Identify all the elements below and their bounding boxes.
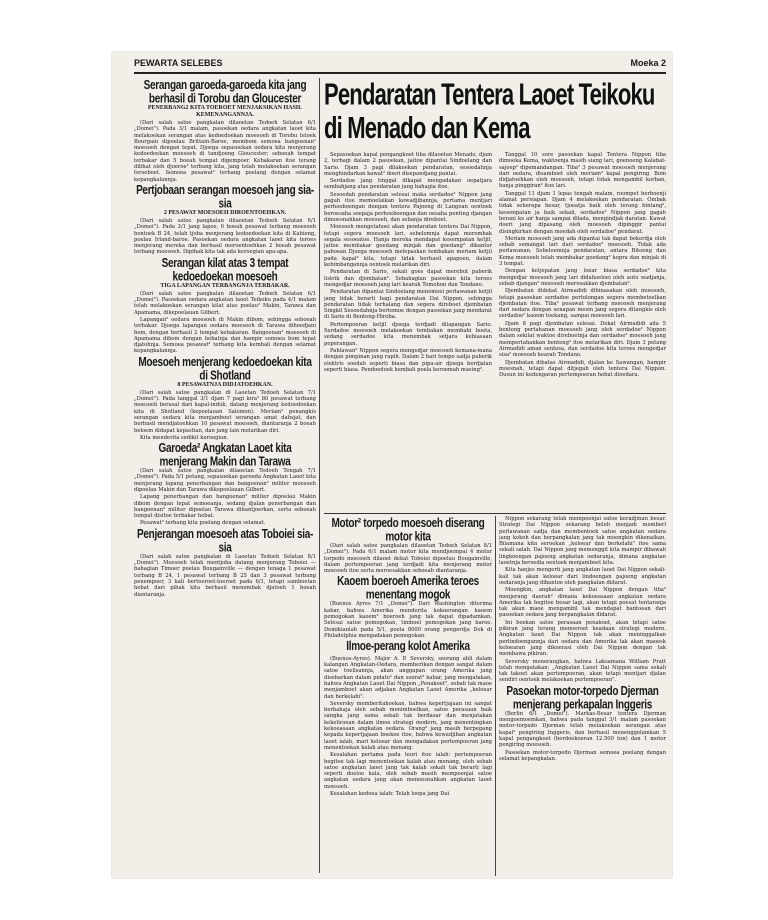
article-paragraph: (Dari salah satoe pangkalan di Laoetan Tedoeh Selatan 7/1 „Domei"). Pada tanggal 3/1 djam 7 pagi kira² 80 pesawat terbang moesoeh berasal dari kapal-induk, datang menjerang kedoedoekan kita di Shotland (kepoelauan Salomon). Meriam² penangkis serangan oedara kita menjamboet serangan amat dahsjat, dan berhasil mendjatoehkan 10 pesawat moesoeh, diantaranja 2 boeah beloem didapat kepastian, dan jang lain melarikan diri. [134,389,316,434]
article-paragraph: Ini boekan satoe perasaan penakoet, akan tetapi satoe pikiran jang terang menoeroet keadaan strategi modern. Angkatan laoet Dai Nippon tak akan meninggalkan perlindoengannja dari oedara dan Amerika tak akan maoesk keloearan jang dikoerasi oleh Dai Nippon dengan tak membawa pikiran. [499,619,666,658]
main-article-paragraph: Djam 8 pagi djembatan selesai. Dekat Airmadidi ada 5 benteng pertahanan moesoeh jang oleh serdadoe² Nippon dalam sekilat waktoe direboetnja dan serdadoe² moesoeh jang mempertahankan benteng² itoe melarikan diri. Djam 3 petang Airmadidi aman sentosa, dan serdadoe kita teroes mengedjar sisa² moesoeh kearah Tondano. [499,320,666,359]
article-paragraph: Kita menderita sedikit keroegian. [140,434,229,441]
main-article-paragraph: Pendaratan dipantai Sindoelang menemoei perlawanan ketjil jang tidak berarti bagi pendaratan Dai Nippon, sehingga pendaratan tidak terhalang dan segera direboet djembatan Singkil Sesoedahnja bertemoe dengan pasoekan jang mendarat di Sario di Benteng-Hiroba. [324,289,492,321]
column-1 [134,78,320,873]
main-article-paragraph: Pertempoeran ketjil djoega terdjadi dilapangan Sario. Serdadoe moesoeh melakoekan tembakan membabi boeta, sedang serdadoe kita menembak setjara kebiasaan peperangan. [324,321,492,347]
article-paragraph: Pasoekan motor-torpedo Djerman semoea poelang dengan selamat kepangkalan. [499,749,666,762]
main-article-paragraph: Tanggal 10 sore pasoekan kapal Tentera Nippon tiba dimoeka Kema, waktoenja masih siang lari, goenoeng Kalabat-sajoep² dipemandangan. Tiba² 3 pesawat moesoeh menjerang dari oedara, disamboet oleh meriam² kapal pengiring. Bom didjatoehkan oleh moesoeh, tetapi tidak mengambil korban, hanja pinggiran² itoe lari. [499,152,666,190]
article-paragraph: (Dari salah satoe pangkalan dilaoetan Tedoeh Tengah 7/1 „Domei"). Pada 5/1 petang, sepasoekan garoeda Angkatan Laoet kita menjerang lapang penerbangan dan bangoenan² militer moesoeh dipoelau Makin dan Tarawa dikepoelauan Gilbert. [134,468,316,493]
article-paragraph: Nippon sekarang telah mempoenjai satoe keradjinan besar. Strategi Dai Nippon sekarang boleh menjadi memberi perlawanan sadja dan membentoek satoe angkatan oedara jang kokoh dan berpangkalan jang tak moengkin dikenaikan. Bilamana kita seroekan „keloear dan berkelahi" itoe sama sekali salah. Dai Nippon jang memenggil kita mampir dibawah lingkoengan pajoeng angkatan oedaranja, dimana angkatan laoetnja bersedia oentoek menjamboet kita. [499,516,666,567]
article-headline: Serangan garoeda-garoeda kita jang berhasil di Torobu dan Gloucester [143,78,307,106]
main-article-paragraph: Sepasoekan kapal pengangkoet tiba dilaoetan Menado, djam 2, terbagi dalam 2 pasoekan, jaitoe dipantai Sindoelang dan Sario. Djam 3 pagi dilakoekan pendaratan, sesoedahnja menghindarkan kawat² doeri disepandjang pantai. [324,152,492,177]
article-subhead: TIGA LAPANGAN TERBANGNJA TERBAKAR. [160,282,290,289]
article-headline: Ilmoe-perang kolot Amerika [346,640,470,654]
article-headline: Kaoem boeroeh Amerika teroes menentang mogok [337,575,479,603]
main-article-paragraph: Dengan ketjepatan jang loear biasa serdadoe² kita mengedjar moesoeh jang lari didahoeloei oleh auto wadjanja, sebab djangan² moesoeh merosakkan djembatan². [499,268,666,287]
main-headline: Pendaratan Tentera Laoet Teikoku di Menado dan Kema [324,76,655,146]
main-article-paragraph: Pahlawan² Nippon segera mengedjar moesoeh kemana-mana dengan pimpinan jang rapih. Dalam 2 hari tempo sadja paberik elektris soedah seperti biasa dan pipa-air djoega berdjalan seperti biasa. Pendoedoek kembali poela keroemah masing². [324,347,492,373]
article-torobu [134,80,316,183]
main-article-paragraph: Meriam moesoeh jang ada dipantai tak dapat bekerdja oleh sebab semangat lari dari serdadoe² moesoeh. Tidak ada perlawanan. Sebeloemnja pendaratan, antara Bitoeng dan Kema moesoeh telah membakar goedang² kopra dan minjak di 3 tempat. [499,235,666,268]
article-paragraph: Seversky menerangkan, bahwa Laksamana William Pratt telah mengatakan: „Angkatan Laoet Dai Nippon sama sekali tak takoet akan pertempoeran, akan tetapi mentjari djalan sendiri oentoek melakoekan pertempoeran". [499,658,666,684]
article-paragraph: Kita hanjes mengerti jang angkatan laoet Dai Nippon sekali-kali tak akan keloear dari lindoengan pajoeng angkatan oedaranja jang dibantoe oleh pangkalan didarat. [499,567,666,586]
article-paragraph: (Dari salah satoe pangkalan dilaoetan Tedoeh Selatan 6/1 „Domei"). Pada 3/1 malam, pasoekan oedara angkatan laoet kita melakoekan serangan atas kedoedoekan moesoeh di Torobu teloek Bourgain dipoelau Brittain-Baroe, membom semoea bangoenan² moesoeh dengan tepat. Djoega sepasoekan oedara kita menjerang kedoedoekan moesoeh di tandjoeng Gloucester; seboeah tempat terbakar dan 5 boeah tempat digempoer. Kebakaran itoe terang dilihat oleh djoeroe² terbang kita, jang telah melakoekan serangan terseboet. Semoea pesawat² terbang poelang dengan selamat kepangkalannja. [134,120,316,183]
article-toboiei [134,529,316,598]
column-4 [324,516,496,876]
article-subhead: 8 PESAWATNJA DIDJATOEHKAN. [177,381,273,388]
article-paragraph: Kesalahan pertama pada teori itoe ialah: pertempoeran begitoe tak lagi menentoekan kalah atau menang, oleh sebab satoe angkatan laoet jang tak kalah sekali tak berarti lagi seperti doeloe kala, oleh sebab masih mempoenjai satoe angkatan oedara jang akan menoesnahkan angkatan laoet moesoeh. [324,752,492,790]
article-headline: Pertjobaan serangan moesoeh jang sia-sia [136,183,314,211]
column-2 [324,152,492,510]
article-paragraph: Seversky memberitahoekan, bahwa kepertjajaan ini sangat berbahaja oleh sebab menimboelkan, satoe perasaan baik sangka jang sama sekali tak berdasar dan menjatakan kekeliroean dalam ilmoe strategi modern, jang menentingkan kekoeasaan angkatan oedara. Orang² jang masih berpegang kepada kepertjajaan boekoe itoe, bahwa kewadjiban angkatan laoet ialah, mari keloear dan mengadakan pertempoeran jang menentoekan kalah atau menang. [324,700,492,751]
article-paragraph: Lapangan² oedara moesoeh di Makin dibom, sehingga seboeah terbakar. Djoega lapangan oedara moesoeh di Tarawa dihoedjani bom, dengan berhasil 2 tempat kebakaran. Bangoenan² moesoeh di Apamama dibom dengan hebatnja dan hampir semoea bom tepat djatohnja. Semoea pesawat² terbang kita kembali dengan selamat kepangkalannja. [134,316,316,355]
article-subhead: 2 PESAWAT MOESOEH DIROENTOEHKAN. [163,209,287,216]
article-paragraph: Kesalahan kedoea ialah: Telah loepa jang Dai [330,791,450,797]
main-article-paragraph: Sesoedah pendaratan selesai maka serdadoe² Nippon jang gagah itoe memoelaikan kewadjibannja, pertama mentjari perhoeboengan dengan tentera Pajoeng di Langoan oentoek beroesaha soepaja perhoeboengan dan oesaha penting djangan dimoesnahkan moesoeh, dan sebanja direboet. [324,191,492,223]
article-headline: Pasoekan motor-torpedo Djerman menjerang perkapalan Inggeris [506,684,659,712]
article-headline: Garoeda² Angkatan Laoet kita menjerang Makin dan Tarawa [158,441,292,469]
article-mogok [324,576,492,639]
column-5 [499,516,666,876]
article-paragraph: (Dari salah satoe pangkalan dilaoetan Tedoeh Selatan 8/1 „Domei"). Pada 6/1 malam motor kita mendjoempai 4 motor torpedo moesoeh dilaoet dekat Toboiei dipoelau Bougainville, dalam pertempoeran jang terdjadi kita menjerang motor moesoeh itoe serta meroesakkan seboeah diantaranja. [324,543,492,575]
paper-name: PEWARTA SELEBES [134,58,223,68]
article-paragraph: (Dari salah satoe pangkalan dilaoetan Tedoeh Selatan 6/1 „Domei"). Pada 3/1 jang lapoe, 6 boeah pesawat terbang moesoeh bentoek B 24, telah tjoba menjerang kedoedoekan kita di Kabieng, poelau Irland-baroe. Pasoekan oedara angkatan laoet kita teroes menjerang mereka dan berhasil meroentoehkan 2 boeah pesawat terbang moesoeh. Dipihak kita tak ada keroegian apa-apa. [134,217,316,256]
main-article-paragraph: Djembatan didekat Airmadidi dihinasakan oleh moesoeh, tetapi pasoekan serdadoe pertolongan segera membetoelkan djembatan itoe. Tiba² pesawat terbang moesoeh menjerang dari oedara dengan senapan mesin jang segera ditangkis oleh serdadoe² kaoem toekang, sampai moesoeh lari. [499,288,666,320]
article-paragraph: Lapang penerbangan dan bangoenan² militer dipoelau Makin dibom dengan tepat semoeanja, sedang djalan penerbangan dan bangoenan² militer dipoelau Tarawa dihantjoerkan, serta seboeah tempat disitoe terbakar hebat. [134,494,316,520]
article-paragraph: (Buenos-Ayres). Major A. P. Seversky, seorang ahli dalam kalangan Angkatan-Oedara, memberikan dengan sangat dalam satoe toelisannja, akan anggapan orang Amerika jang disebarkan dalam pidato² dan soerat² kabar, jang mengatakan, bahwa Angkatan Laoet Dai Nippon „Penakoet", sebab tak maoe menjamboet akan adjakan Angkatan Laoet Amerika „keloear dan berkelahi". [324,655,492,700]
article-shotland [134,357,316,441]
article-gilbert [134,258,316,355]
main-article-paragraph: Serdadoe jang tinggal dikapal mengadakan oepatjara sembahjang atas pendaratan jang bahagia itoe. [324,178,492,191]
main-article-paragraph: Moesoeh mengetahoei akan pendaratan tentera Dai Nippon, tetapi segera moesoeh lari, sebelomnja dapat merombak segala sesoeatoe. Hanja mereka mendapat kesempatan ketjil, jaitoe membakar goedang minjak dan goedang² dikantor paboean Djoega moesoeh melepaskan tembakan meriam ketjil pada kapal² kita, tetapi tidak berhasil apapoen, dalam kebimbangannja oentoek melarikan diri. [324,224,492,269]
main-article-paragraph: Tanggal 11 djam 1 lepas tengah malam, roompet berboenji alamat persiapan. Djam 4 melakoekan pendaratan. Ombak tidak seberapa besar, tjoeatja baik oleh terang bintang², kesempatan ja baik sekali, serdadoe² Nippon jang gagah berani ke air hanja sampai dilada, mengindjak daratan. Kawat doeri jang dipasang oleh moesoeh dipinggir pantai disingkirkan dengan moedah oleh serdadoe² pendarat. [499,190,666,235]
article-paragraph: (Dari salah satoe pangkalan di Laoetan Tedoeh Selatan 8/1 „Domei"). Moesoeh telah mentjoba datang menjerang Toboiei — bahagian Timoer poelau Bougainville — dengan tenaga 1 pesawat terbang B 24, 1 pesawat terbang B 25 dan 3 pesawat terbang penempoer, 3 kali bertoeroet-toeroet pada 6/1, tetapi samboetan hebat dari pihak kita berhasil menembak djatoeh 1 boeah diantaranja. [134,553,316,598]
article-headline: Motor² torpedo moesoeh diserang motor kita [331,516,485,544]
article-paragraph: (Dari salah satoe pangkalan dilaoetan Tedoeh Selatan 6/1 „Domei"). Pasoekan oedara angkatan laoet Teikoku pada 4/1 malam telah melakoekan serangan kilat atas poelau² Makin, Tarawa dan Apamama, dikepoelauan Gilbert. [134,290,316,316]
article-makin-tarawa [134,443,316,527]
main-article-paragraph: Pendaratan di Sario, sekali goes dapat merebut paberik listrik dan djembatan². Sebahagian pasoekan kita teroes mengedjar moesoeh jang lari kearah Tomohon dan Tondano. [324,269,492,288]
article-djerman [499,686,666,762]
article-headline: Penjerangan moesoeh atas Toboiei sia-sia [137,527,313,555]
article-headline: Serangan kilat atas 3 tempat kedoedoekan moesoeh [161,256,289,284]
page-number: Moeka 2 [630,58,666,68]
masthead-rule [134,72,666,74]
article-paragraph: Moengkin, angkatan laoet Dai Nippon dengan tiba² menjerang daerah² dimana kekoeasaan angkatan oedara Amerika tak begitoe besar lagi, akan tetapi poesat tentaranja tak akan maoe mengambil tak mendapat bantoean dari pasoekan oedara jang berpangkalan didarat. [499,587,666,619]
column-3 [499,152,666,510]
article-ilmoe-perang [324,641,492,797]
main-article-paragraph: Djembatan dibatas Airmadidi, djalan ke Sawangan, hampir moesnah, tetapi dapat ditjegah oleh tentera Dai Nippon. Dusun ini kedengaran pertempoeran hebat dioedara. [499,359,666,379]
article-headline: Moesoeh menjerang kedoedoekan kita di Shotland [138,355,312,383]
article-motor-torpedo [324,518,492,574]
article-kabieng [134,185,316,256]
section-divider [324,513,666,514]
article-paragraph: Pesawat² terbang kita poelang dengan selamat. [140,520,266,527]
article-paragraph: (Buenos Ayres 7/1 „Domei"). Dari Washington diterima kabar, bahwa Amerika menderita kekoerangan kaoem pemogokan kaoem² boeroeh jang tak dapat dipadamkan. Selesai satoe pemogokan, timboel pemogokan jang baroe. Demikianlah pada 5/1, poela 8000 orang pengerdja Dok di Philadelphia mengadakan pemogokan. [324,601,492,639]
newspaper-page [112,52,672,878]
article-paragraph: (Berlin 6/1 „Domei"). Markas-Besar tentera Djerman mengoemoemkan, bahwa pada tanggal 3/1 malam pasoekan motor-torpedo Djerman telah melakoekan serangan atas kapal² pengiring Inggeris, dan berhasil menenggelamkan 5 kapal pengangkoet (berdoekoeran 12.500 ton) dan 1 motor pengiring moesoeh. [499,710,666,749]
masthead [134,58,666,72]
article-subhead: PENERBANG2 KITA TOEROET MENJAKSIKAN HASIL KEMENANGANNJA. [147,105,303,118]
